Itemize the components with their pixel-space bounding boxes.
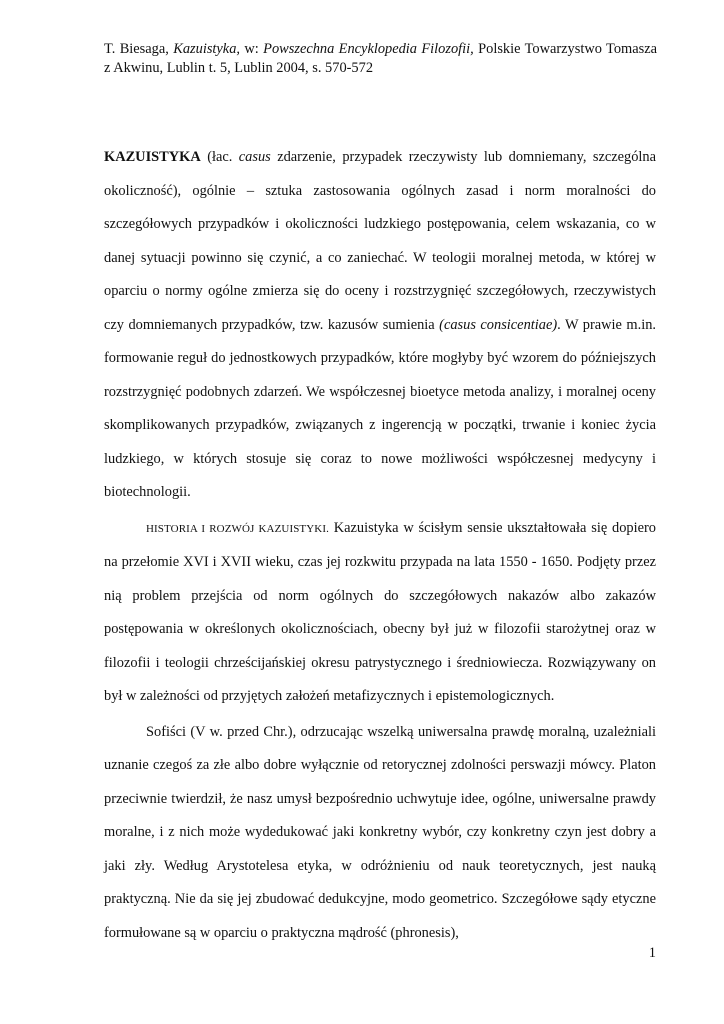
latin-phrase: (casus consicentiae) <box>439 316 558 333</box>
citation-connector: w: <box>240 41 264 57</box>
sophists-text: Sofiści (V w. przed Chr.), odrzucając wszelką uniwersalna prawdę moralną, uzależniali uznanie czegoś za złe albo dobre wyłącznie od retorycznej zdolności perswazji mówcy. Platon przeciwnie twierdził, że nasz umysł bezpośrednio uchwytuje idee, ogólne, uniwersalne prawdy moralne, i z nich może wydedukować jaki konkretny wybór, czy konkretny czyn jest dobry a jaki zły. Według Arystotelesa etyka, w odróżnieniu od nauk teoretycznych, jest nauką praktyczną. Nie da się jej zbudować dedukcyjne, modo geometrico. Szczegółowe sądy etyczne formułowane są w oparciu o praktyczna mądrość (phronesis), <box>104 723 656 941</box>
entry-text: zdarzenie, przypadek rzeczywisty lub domniemany, szczególna okoliczność), ogólnie – sztuka zastosowania ogólnych zasad i norm moralności do szczegółowych przypadków i okoliczności ludzkiego postępowania, celem wskazania, co w danej sytuacji powinno się czynić, a co zaniechać. W teologii moralnej metoda, w której w oparciu o normy ogólne zmierza się do oceny i rozstrzygnięć szczegółowych, rzeczywistych czy domniemanych przypadków, tzw. kazusów sumienia <box>104 149 656 333</box>
citation-author: T. Biesaga, <box>104 41 174 57</box>
entry-text: (łac. <box>200 149 239 165</box>
latin-term: casus <box>238 149 271 165</box>
entry-headword: KAZUISTYKA <box>104 149 201 165</box>
sophists-paragraph <box>104 716 656 951</box>
entry-text: . W prawie m.in. formowanie reguł do jednostkowych przypadków, które mogłyby być wzorem do późniejszych rozstrzygnięć podobnych zdarzeń. We współczesnej bioetyce metoda analizy, i moralnej oceny skomplikowanych przypadków, związanych z ingerencją w początki, trwanie i koniec życia ludzkiego, w których stosuje się coraz to nowe możliwości współczesnej medycyny i biotechnologii. <box>104 316 656 500</box>
entry-paragraph <box>104 141 656 510</box>
history-paragraph <box>104 512 656 714</box>
section-heading: HISTORIA I ROZWÓJ KAZUISTYKI. <box>146 522 329 535</box>
article-body <box>104 141 656 950</box>
bibliographic-citation <box>104 40 657 78</box>
citation-title: Kazuistyka, <box>173 41 240 57</box>
page-number: 1 <box>648 945 656 961</box>
citation-source: Powszechna Encyklopedia Filozofii, <box>263 41 474 57</box>
citation-publisher: Polskie Towarzystwo Tomasza z Akwinu, Lublin t. 5, Lublin 2004, s. 570-572 <box>104 41 657 76</box>
history-text: Kazuistyka w ścisłym sensie ukształtowała się dopiero na przełomie XVI i XVII wieku, czas jej rozkwitu przypada na lata 1550 - 1650. Podjęty przez nią problem przejścia od norm ogólnych do szczegółowych nakazów albo zakazów postępowania w określonych okolicznościach, obecny był już w filozofii starożytnej oraz w filozofii i teologii chrześcijańskiej okresu patrystycznego i średniowiecza. Rozwiązywany on był w zależności od przyjętych założeń metafizycznych i epistemologicznych. <box>104 519 656 704</box>
